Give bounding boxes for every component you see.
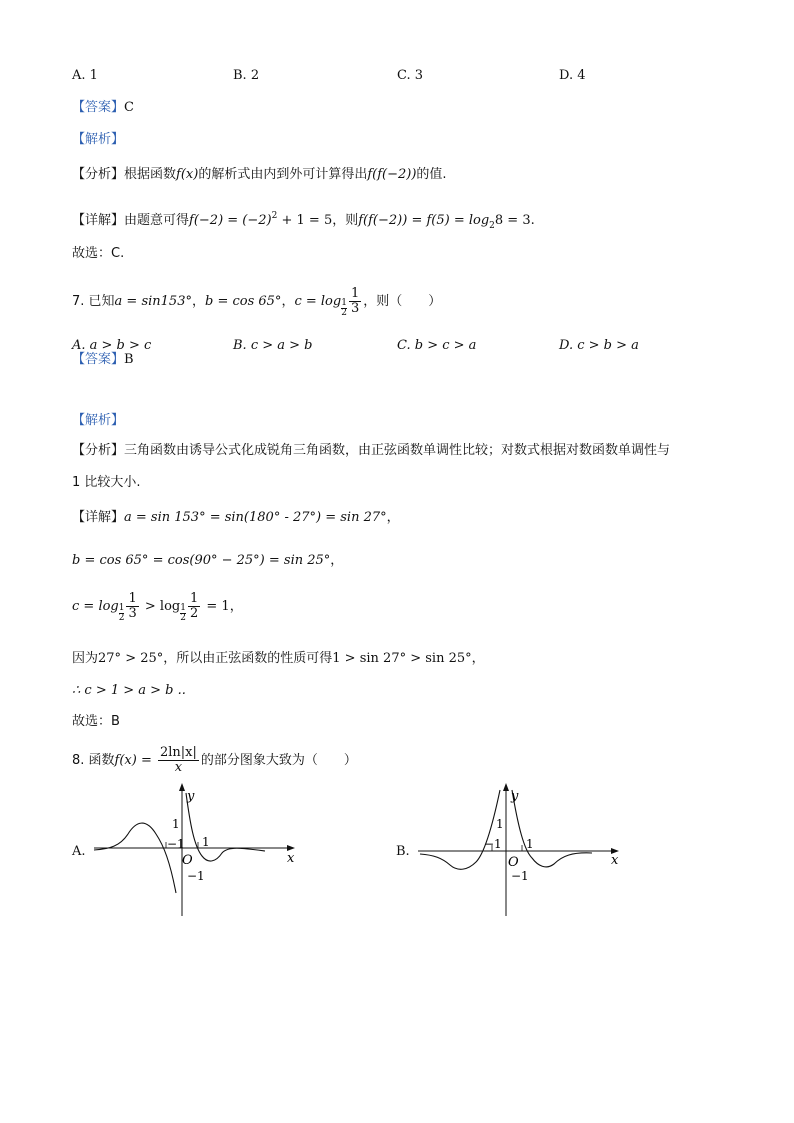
analysis-tag: 【解析】: [72, 132, 125, 147]
fenxi-fx: f(x): [176, 167, 199, 182]
label-neg-one-y: −1: [187, 869, 205, 883]
detail-expr-2: + 1 = 5: [277, 213, 333, 228]
q7-number: 7. 已知: [72, 294, 115, 309]
y-axis-arrow: [503, 783, 509, 791]
step-3-base-1: [119, 604, 125, 623]
frac-1-num: 1: [128, 591, 137, 606]
frac-2-num: 1: [189, 591, 199, 606]
because-expr-2: 1 > sin 27° > sin 25°: [332, 651, 472, 666]
q6-answer: [72, 99, 134, 117]
q7-fenxi-line-1: [72, 442, 670, 460]
q6-fenxi: [72, 166, 447, 184]
q7-c-def: c = log: [294, 294, 342, 309]
base-2-den: 2: [180, 613, 186, 623]
base-1-num: 1: [118, 603, 125, 613]
because-text-a: 因为: [72, 651, 99, 666]
step-3-frac-1: [126, 592, 138, 621]
detail-expr-1: f(−2) = (−2): [189, 213, 272, 228]
step-1-expr: a = sin 153° = sin(180° - 27°) = sin 27°: [124, 510, 387, 525]
label-one-x: 1: [202, 835, 210, 849]
q6-detail: [72, 207, 535, 235]
step-3-pre: c = log: [72, 599, 119, 614]
fenxi-ffx: f(f(−2)): [367, 167, 417, 182]
q7-option-c: C. b > c > a: [397, 338, 477, 353]
q7-c-log-base: [341, 299, 347, 318]
graph-b-label: B.: [396, 844, 410, 859]
fenxi-tag: 【分析】: [72, 443, 125, 458]
y-axis-label: y: [187, 789, 195, 804]
fenxi-tag: 【分析】: [72, 167, 125, 182]
q6-choose: 故选：C.: [72, 246, 125, 261]
q7-detail-step-2: [72, 552, 343, 570]
answer-tag: 【答案】: [72, 352, 125, 367]
q7-sep-2: ，: [281, 294, 295, 309]
q7-c-base-num: 1: [341, 298, 347, 308]
step-3-frac-2: [188, 592, 200, 621]
detail-end: .: [530, 213, 535, 228]
label-neg-one-y: −1: [511, 869, 529, 883]
q7-answer: [72, 351, 134, 369]
origin-label: O: [508, 855, 519, 870]
answer-value: C: [124, 100, 134, 115]
label-one-x: 1: [526, 837, 534, 851]
graph-a: [90, 778, 305, 923]
detail-text-a: 由题意可得: [124, 213, 190, 228]
detail-tag: 【详解】: [72, 510, 125, 525]
q6-option-d: D. 4: [559, 68, 586, 83]
q8-f-num: 2ln|x|: [160, 745, 197, 760]
origin-label: O: [182, 853, 193, 868]
q7-sep-1: ，: [191, 294, 205, 309]
q7-option-b: B. c > a > b: [233, 338, 313, 353]
q7-c-arg: [349, 287, 361, 316]
detail-expr-3: f(f(−2)) = f(5) = log: [358, 213, 490, 228]
curve-left: [420, 790, 500, 869]
curve-right: [186, 793, 265, 861]
graph-b: [414, 778, 629, 923]
q7-detail-step-3: [72, 592, 243, 623]
q7-c-arg-num: 1: [350, 286, 360, 301]
q7-fenxi-line-2: 1 比较大小.: [72, 475, 141, 490]
q6-option-c: C. 3: [397, 68, 424, 83]
q8-stem: [72, 746, 357, 776]
curve-left: [94, 823, 176, 893]
q8-f-frac: [158, 746, 199, 775]
q7-because: [72, 650, 485, 668]
q7-choose: 故选：B: [72, 714, 120, 729]
detail-expr-4: 8 = 3: [494, 213, 531, 228]
base-1-den: 2: [118, 613, 125, 623]
step-3-base-2: [180, 604, 186, 623]
detail-tag: 【详解】: [72, 213, 125, 228]
q7-c-arg-den: 3: [350, 301, 360, 316]
answer-tag: 【答案】: [72, 100, 125, 115]
frac-1-den: 3: [128, 606, 137, 621]
q7-a-def: a = sin153°: [114, 294, 192, 309]
because-expr: 27° > 25°: [98, 651, 164, 666]
label-neg-one-x: −1: [484, 837, 502, 851]
q7-stem-end: ，则（ ）: [363, 294, 442, 309]
q7-analysis-heading: [72, 412, 124, 430]
q6-option-a: A. 1: [72, 68, 98, 83]
fenxi-text: 三角函数由诱导公式化成锐角三角函数，由正弦函数单调性比较；对数式根据对数函数单调性与: [124, 443, 671, 458]
answer-value: B: [124, 352, 134, 367]
q7-c-base-den: 2: [341, 308, 347, 318]
label-neg-one-x: −1: [167, 837, 185, 851]
q7-therefore: ∴ c > 1 > a > b ..: [72, 683, 186, 698]
q8-stem-end: 的部分图象大致为（ ）: [200, 753, 357, 768]
q6-option-b: B. 2: [233, 68, 260, 83]
detail-text-b: ，则: [332, 213, 359, 228]
q7-option-d: D. c > b > a: [559, 338, 639, 353]
frac-2-den: 2: [189, 606, 199, 621]
q8-f-den: x: [174, 760, 183, 775]
detail-exponent: 2: [271, 211, 278, 221]
analysis-tag: 【解析】: [72, 413, 125, 428]
q7-stem: [72, 287, 441, 318]
base-2-num: 1: [180, 603, 186, 613]
curve-right: [512, 790, 592, 867]
graph-a-label: A.: [72, 844, 86, 859]
step-2-expr: b = cos 65° = cos(90° − 25°) = sin 25°: [72, 553, 331, 568]
y-axis-label: y: [511, 789, 519, 804]
q7-detail-step-1: [72, 509, 400, 527]
q6-analysis-heading: [72, 131, 124, 149]
step-2-end: ，: [330, 553, 344, 568]
y-axis-arrow: [179, 783, 185, 791]
q8-number: 8. 函数: [72, 753, 115, 768]
x-axis-label: x: [287, 851, 295, 866]
because-end: ，: [471, 651, 485, 666]
fenxi-text-c: 的值.: [416, 167, 447, 182]
q8-f-pre: f(x) =: [114, 753, 156, 768]
step-3-post: = 1: [202, 599, 230, 614]
step-3-end: ，: [229, 599, 243, 614]
step-3-mid: > log: [140, 599, 181, 614]
label-one-y: 1: [172, 817, 180, 831]
label-one-y: 1: [496, 817, 504, 831]
step-1-end: ，: [386, 510, 400, 525]
q7-option-a: A. a > b > c: [72, 338, 152, 353]
q7-b-def: b = cos 65°: [205, 294, 282, 309]
x-axis-label: x: [611, 853, 619, 868]
fenxi-text-a: 根据函数: [124, 167, 177, 182]
because-text-b: ，所以由正弦函数的性质可得: [163, 651, 333, 666]
fenxi-text-b: 的解析式由内到外可计算得出: [198, 167, 368, 182]
detail-log-base: 2: [489, 221, 495, 231]
